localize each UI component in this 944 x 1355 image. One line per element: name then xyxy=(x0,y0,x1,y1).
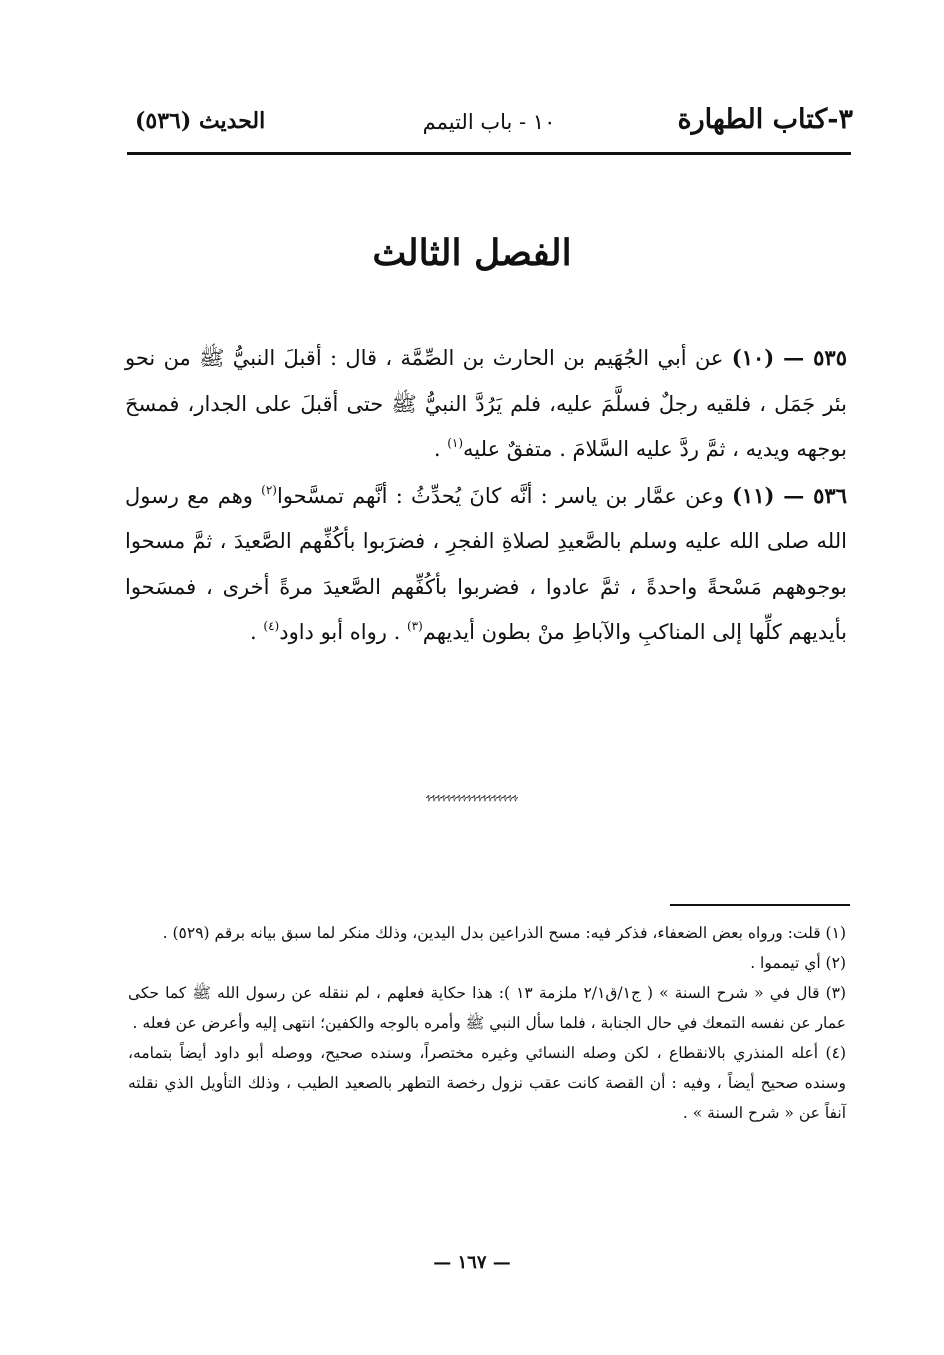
hadith-text-end: . xyxy=(250,620,264,644)
hadith-text-end: . xyxy=(433,437,448,461)
footnote-4: (٤) أعله المنذري بالانقطاع ، لكن وصله النسائي وغيره مختصراً، وسنده صحيح، ووصله أبو داود أيضاً بتمامه، وسنده صحيح أيضاً ، وفيه : أن القصة كانت عقب نزول رخصة التطهر بالصعيد الطيب ، وذلك التأويل الذي نقلته آنفاً عن « شرح السنة » . xyxy=(128,1044,846,1122)
footnote-1: (١) قلت: ورواه بعض الضعفاء، فذكر فيه: مسح الذراعين بدل اليدين، وذلك منكر لما سبق بيانه برقم (٥٢٩) . xyxy=(162,924,846,942)
book-title: ٣-كتاب الطهارة xyxy=(677,104,853,135)
footnote-divider xyxy=(670,904,850,906)
footnote-3: (٣) قال في « شرح السنة » ( ج١/ق٢/١ ملزمة ١٣ ): هذا حكاية فعلهم ، لم ننقله عن رسول الله ﷺ كما حكى عمار عن نفسه التمعك في حال الجنابة ، فلما سأل النبي ﷺ وأمره بالوجه والكفين؛ انتهى إليه وأعرض عن فعله . xyxy=(128,984,847,1032)
hadith-text: عن أبي الجُهَيم بن الحارث بن الصِّمَّة ، قال : أقبلَ النبيُّ ﷺ من نحو بئر جَمَل ، فلقيه رجلٌ فسلَّمَ عليه، فلم يَرُدَّ النبيُّ ﷺ حتى أقبلَ على الجدار، فمسحَ بوجهه ويديه ، ثمَّ ردَّ عليه السَّلامَ . متفقٌ عليه xyxy=(125,346,847,461)
main-text xyxy=(125,335,847,656)
ornamental-divider: ﮩﮩﮩﮩﮩﮩﮩﮩﮩﮩﮩﮩﮩﮩﮩﮩﮩﮩ xyxy=(426,784,518,802)
hadith-text: . رواه أبو داود xyxy=(279,620,407,644)
footnote-marker: (٤) xyxy=(263,619,280,633)
hadith-number: ٥٣٦ — (١١) xyxy=(731,482,847,508)
hadith-536 xyxy=(125,473,847,656)
hadith-number: ٥٣٥ — (١٠) xyxy=(731,345,847,370)
page-number: — ١٦٧ — xyxy=(433,1252,511,1273)
hadith-text: وعن عمَّار بن ياسر : أنَّه كانَ يُحدِّثُ : أنَّهم تمسَّحوا xyxy=(276,483,724,508)
footnotes xyxy=(128,918,846,1128)
chapter-title: ١٠ - باب التيمم xyxy=(422,110,556,134)
section-title: الفصل الثالث xyxy=(372,232,572,274)
hadith-535 xyxy=(125,335,847,473)
hadith-reference: الحديث (٥٣٦) xyxy=(135,108,266,134)
footnote-marker: (٣) xyxy=(406,619,423,633)
hadith-text: وهم مع رسول الله صلى الله عليه وسلم بالصَّعيدِ لصلاةِ الفجرِ ، فضرَبوا بأكُفِّهم الصَّعيدَ ، ثمَّ مسحوا بوجوههم مَسْحةً واحدةً ، ثمَّ عادوا ، فضربوا بأكُفِّهم الصَّعيدَ مرةً أخرى ، فمسَحوا بأيديهم كلِّها إلى المناكبِ والآباطِ منْ بطون أيديهم xyxy=(125,483,847,644)
running-header xyxy=(125,100,853,146)
footnote-marker: (١) xyxy=(447,436,464,450)
header-divider xyxy=(127,152,851,155)
footnote-2: (٢) أي تيمموا . xyxy=(750,954,846,972)
footnote-marker: (٢) xyxy=(261,482,277,497)
